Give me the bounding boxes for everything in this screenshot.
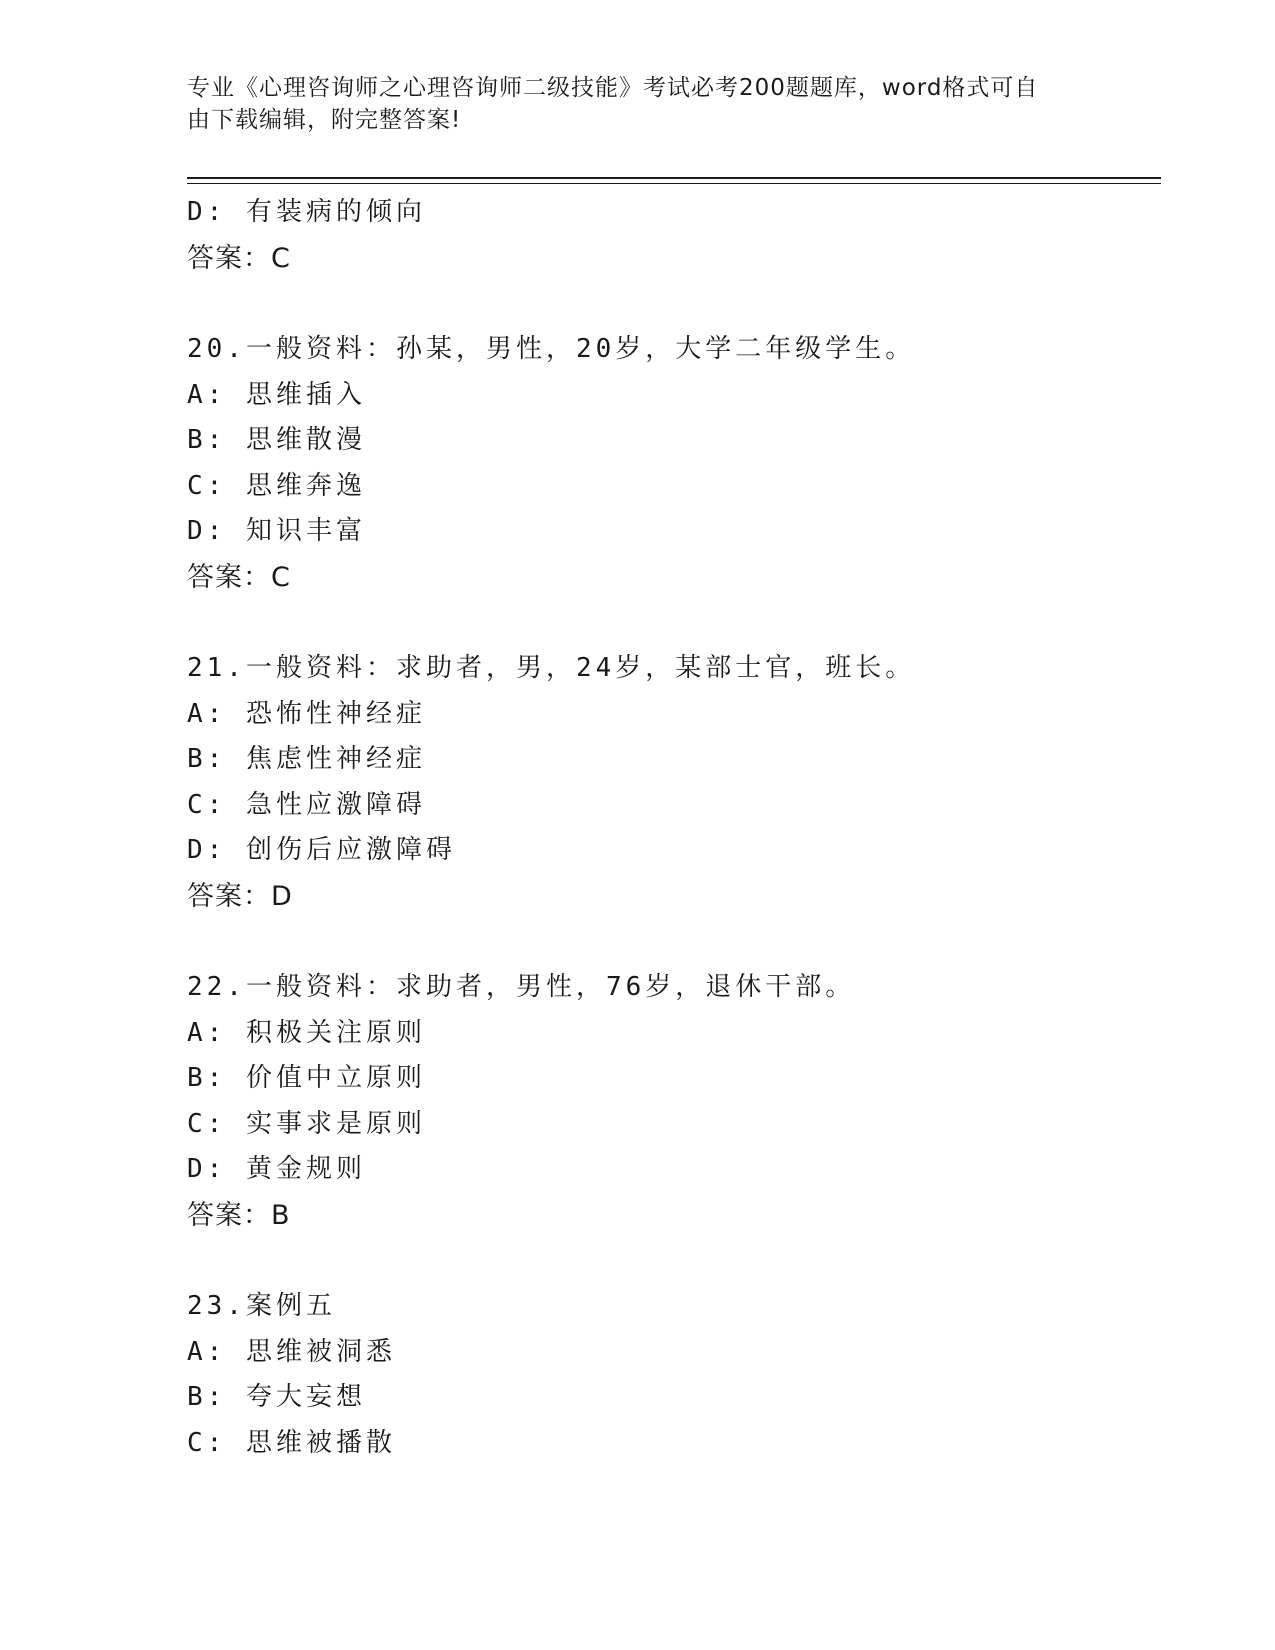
- previous-question-tail: [187, 190, 1161, 281]
- option-c: C: 实事求是原则: [187, 1108, 426, 1139]
- option-c: C: 思维奔逸: [187, 470, 366, 501]
- option-a: A: 思维插入: [187, 379, 366, 410]
- answer-line: 答案：B: [187, 1199, 291, 1231]
- option-d: D: 创伤后应激障碍: [187, 835, 456, 865]
- option-a: A: 思维被洞悉: [187, 1336, 396, 1367]
- option-d: D: 有装病的倾向: [187, 197, 426, 227]
- option-c: C: 急性应激障碍: [187, 789, 426, 820]
- option-d: D: 黄金规则: [187, 1154, 366, 1184]
- question-23: [187, 1284, 1161, 1466]
- option-b: B: 价值中立原则: [187, 1063, 426, 1093]
- option-b: B: 夸大妄想: [187, 1382, 366, 1412]
- spacer: [187, 919, 1161, 965]
- header-divider-thick: [187, 177, 1161, 179]
- option-b: B: 焦虑性神经症: [187, 744, 426, 774]
- question-stem: 21.一般资料：求助者，男，24岁，某部士官，班长。: [187, 653, 916, 683]
- option-a: A: 积极关注原则: [187, 1017, 426, 1048]
- answer-line: 答案：D: [187, 880, 293, 912]
- header-line-2: 由下载编辑，附完整答案!: [187, 107, 462, 133]
- answer-line: 答案：C: [187, 242, 291, 274]
- question-stem: 23.案例五: [187, 1291, 336, 1321]
- question-20: [187, 327, 1161, 600]
- question-stem: 20.一般资料：孙某，男性，20岁，大学二年级学生。: [187, 334, 916, 364]
- question-22: [187, 965, 1161, 1238]
- question-list: [187, 190, 1161, 1466]
- spacer: [187, 1238, 1161, 1284]
- header-line-1: 专业《心理咨询师之心理咨询师二级技能》考试必考200题题库，word格式可自: [187, 75, 1039, 101]
- header-divider-thin: [187, 183, 1161, 184]
- document-header: [187, 72, 1087, 136]
- option-a: A: 恐怖性神经症: [187, 698, 426, 729]
- spacer: [187, 281, 1161, 327]
- option-d: D: 知识丰富: [187, 516, 366, 546]
- spacer: [187, 600, 1161, 646]
- option-c: C: 思维被播散: [187, 1427, 396, 1458]
- option-b: B: 思维散漫: [187, 425, 366, 455]
- question-21: [187, 646, 1161, 919]
- answer-line: 答案：C: [187, 561, 291, 593]
- question-stem: 22.一般资料：求助者，男性，76岁，退休干部。: [187, 972, 856, 1002]
